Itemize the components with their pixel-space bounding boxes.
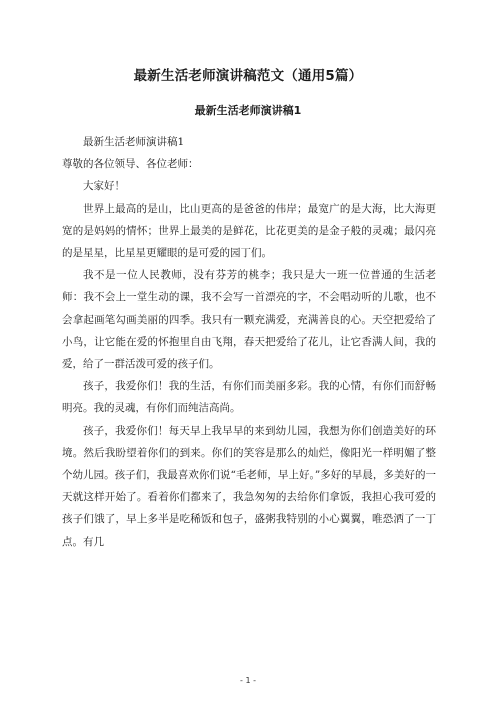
paragraph: 尊敬的各位领导、各位老师： xyxy=(62,158,199,171)
paragraph: 我不是一位人民教师，没有芬芳的桃李；我只是大一班一位普通的生活老师：我不会上一堂生动的课，我不会写一首漂亮的字，不会唱动听的儿歌，也不会拿起画笔勾画美丽的四季。我只有一颗充满爱，充满善良的心。天空把爱给了小鸟，让它能在爱的怀抱里自由飞翔，春天把爱给了花儿，让它香满人间，我的爱，给了一群活泼可爱的孩子们。 xyxy=(62,269,436,371)
paragraph: 大家好！ xyxy=(83,180,125,193)
section-title: 最新生活老师演讲稿1 xyxy=(194,104,302,117)
paragraph: 世界上最高的是山，比山更高的是爸爸的伟岸；最宽广的是大海，比大海更宽的是妈妈的情怀；世界上最美的是鲜花，比花更美的是金子般的灵魂；最闪亮的是星星，比星星更耀眼的是可爱的园丁们。 xyxy=(62,202,436,260)
document-body xyxy=(62,131,436,553)
document-title: 最新生活老师演讲稿范文（通用5篇） xyxy=(133,68,363,84)
paragraph: 孩子，我爱你们！每天早上我早早的来到幼儿园，我想为你们创造美好的环境。然后我盼望着你们的到来。你们的笑容是那么的灿烂，像阳光一样明媚了整个幼儿园。孩子们，我最喜欢你们说“毛老师，早上好。”多好的早晨，多美好的一天就这样开始了。看着你们都来了，我急匆匆的去给你们拿饭，我担心我可爱的孩子们饿了，早上多半是吃稀饭和包子，盛粥我特别的小心翼翼，唯恐洒了一丁点。有几 xyxy=(62,424,436,548)
paragraph: 最新生活老师演讲稿1 xyxy=(83,136,185,148)
page-number: - 1 - xyxy=(240,676,256,685)
paragraph: 孩子，我爱你们！我的生活，有你们而美丽多彩。我的心情，有你们而舒畅明亮。我的灵魂，有你们而纯洁高尚。 xyxy=(62,380,436,415)
